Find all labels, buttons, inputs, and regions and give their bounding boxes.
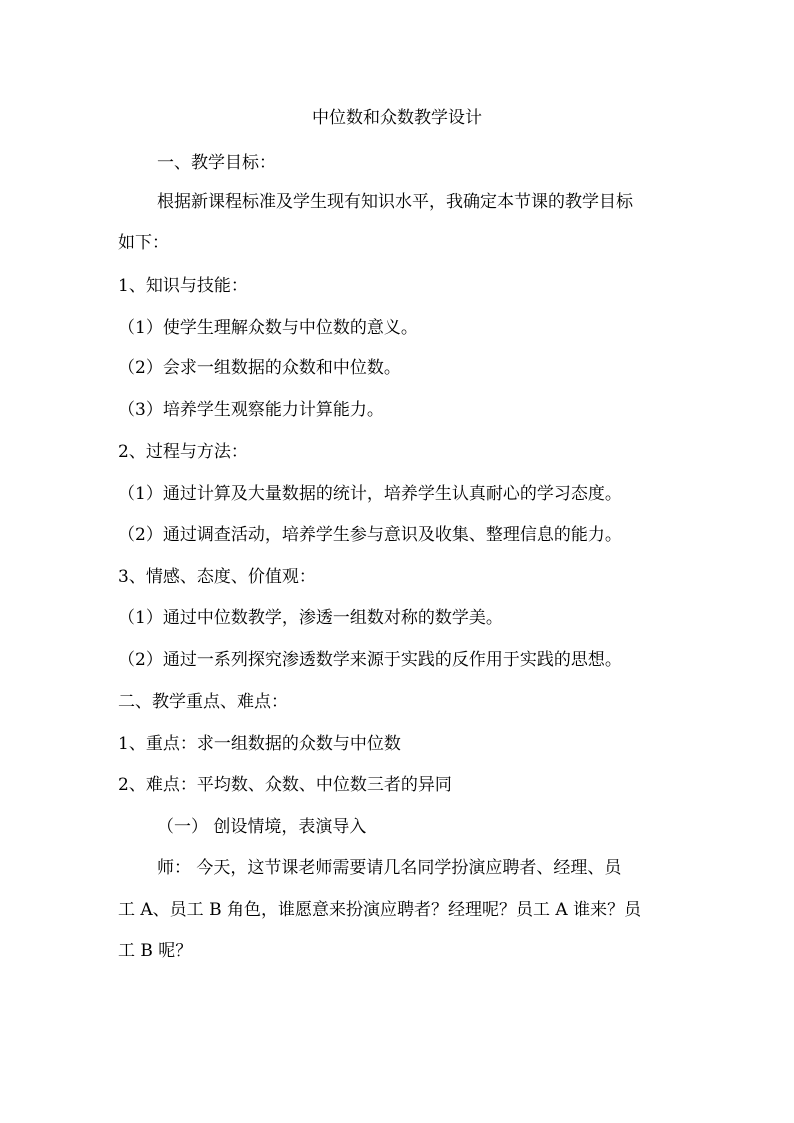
subheading-emotion-attitude-values: 3、情感、态度、价值观： — [118, 567, 316, 587]
paragraph-line: 根据新课程标准及学生现有知识水平，我确定本节课的教学目标 — [157, 192, 633, 212]
list-item: （1）通过中位数教学，渗透一组数对称的数学美。 — [118, 608, 503, 628]
paragraph-line: 师： 今天，这节课老师需要请几名同学扮演应聘者、经理、员 — [157, 858, 622, 878]
list-item: （1）通过计算及大量数据的统计，培养学生认真耐心的学习态度。 — [118, 484, 622, 504]
subsection-heading-intro: （一） 创设情境，表演导入 — [157, 817, 367, 837]
list-item: （3）培养学生观察能力计算能力。 — [118, 400, 384, 420]
list-item: 2、难点：平均数、众数、中位数三者的异同 — [118, 775, 452, 795]
paragraph-line: 工 B 呢？ — [118, 941, 193, 961]
list-item: 1、重点：求一组数据的众数与中位数 — [118, 734, 401, 754]
subheading-process-method: 2、过程与方法： — [118, 442, 248, 462]
list-item: （2）会求一组数据的众数和中位数。 — [118, 358, 401, 378]
paragraph-line: 工 A、员工 B 角色，谁愿意来扮演应聘者？经理呢？员工 A 谁来？员 — [118, 900, 642, 920]
document-title: 中位数和众数教学设计 — [312, 108, 482, 128]
paragraph-line: 如下： — [118, 233, 169, 253]
list-item: （1）使学生理解众数与中位数的意义。 — [118, 318, 418, 338]
list-item: （2）通过一系列探究渗透数学来源于实践的反作用于实践的思想。 — [118, 650, 622, 670]
subheading-knowledge-skills: 1、知识与技能： — [118, 276, 248, 296]
section-heading-key-points: 二、教学重点、难点： — [118, 692, 288, 712]
list-item: （2）通过调查活动，培养学生参与意识及收集、整理信息的能力。 — [118, 525, 622, 545]
section-heading-objectives: 一、教学目标： — [157, 153, 276, 173]
